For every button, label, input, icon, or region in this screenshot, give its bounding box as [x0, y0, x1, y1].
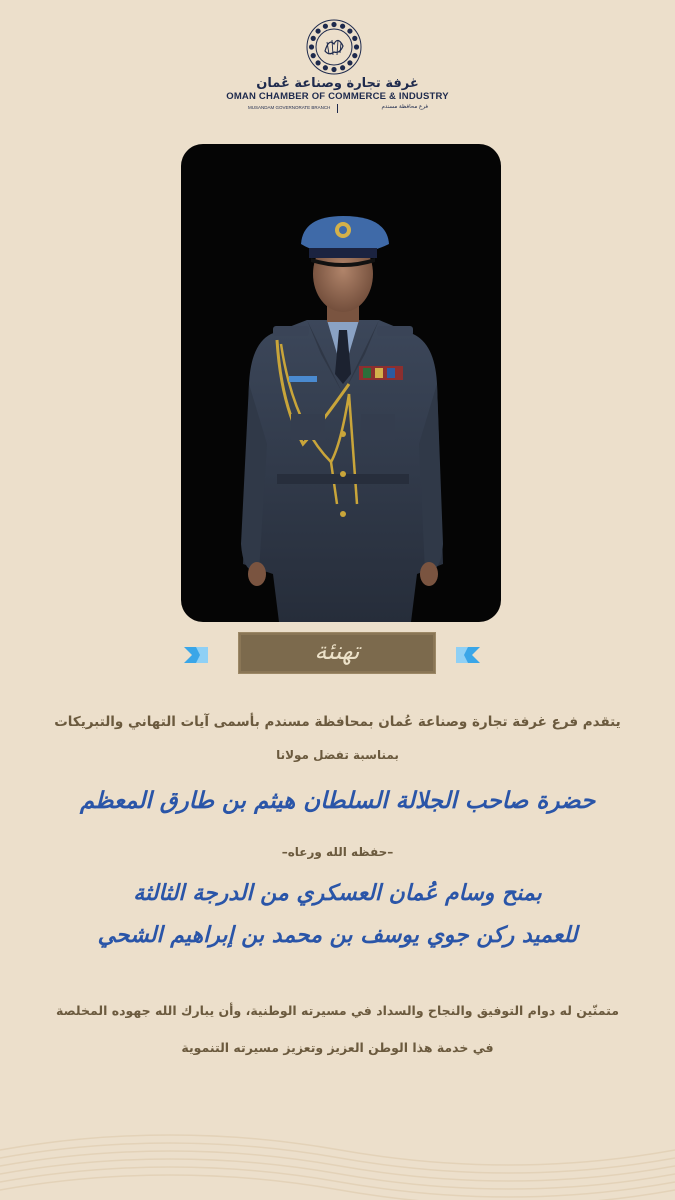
branch-name-english: MUSANDAM GOVERNORATE BRANCH [248, 105, 331, 110]
branch-name-arabic: فرع محافظة مسندم [381, 104, 428, 110]
decorative-waves [0, 1120, 675, 1200]
org-name-arabic: غرفة تجارة وصناعة عُمان [256, 76, 419, 91]
message-honoree-title: حضرة صاحب الجلالة السلطان هيثم بن طارق المعظم [79, 787, 596, 814]
message-wishes-continued: في خدمة هذا الوطن العزيز وتعزيز مسيرته التنموية [181, 1040, 494, 1055]
ribbon-right-icon [456, 643, 486, 667]
message-wishes: متمنّين له دوام التوفيق والنجاح والسداد في مسيرته الوطنية، وأن يبارك الله جهوده المخلصة [56, 1003, 619, 1018]
greeting-banner [238, 632, 436, 674]
portrait-illustration [181, 144, 501, 622]
message-occasion: بمناسبة تفضل مولانا [276, 748, 399, 762]
banner-label: تهنئة [314, 637, 360, 665]
chamber-seal-icon [305, 18, 363, 76]
portrait-photo [181, 144, 501, 622]
message-recipient: للعميد ركن جوي يوسف بن محمد بن إبراهيم الشحي [97, 922, 578, 948]
branch-divider [337, 104, 338, 113]
org-name-english: OMAN CHAMBER OF COMMERCE & INDUSTRY [226, 91, 449, 102]
message-intro: يتقدم فرع غرفة تجارة وصناعة عُمان بمحافظة مسندم بأسمى آيات التهاني والتبريكات [54, 714, 621, 730]
message-award: بمنح وسام عُمان العسكري من الدرجة الثالثة [133, 880, 542, 906]
branch-row [248, 105, 428, 115]
message-blessing: –حفظه الله ورعاه– [281, 845, 394, 859]
ribbon-left-icon [178, 643, 208, 667]
